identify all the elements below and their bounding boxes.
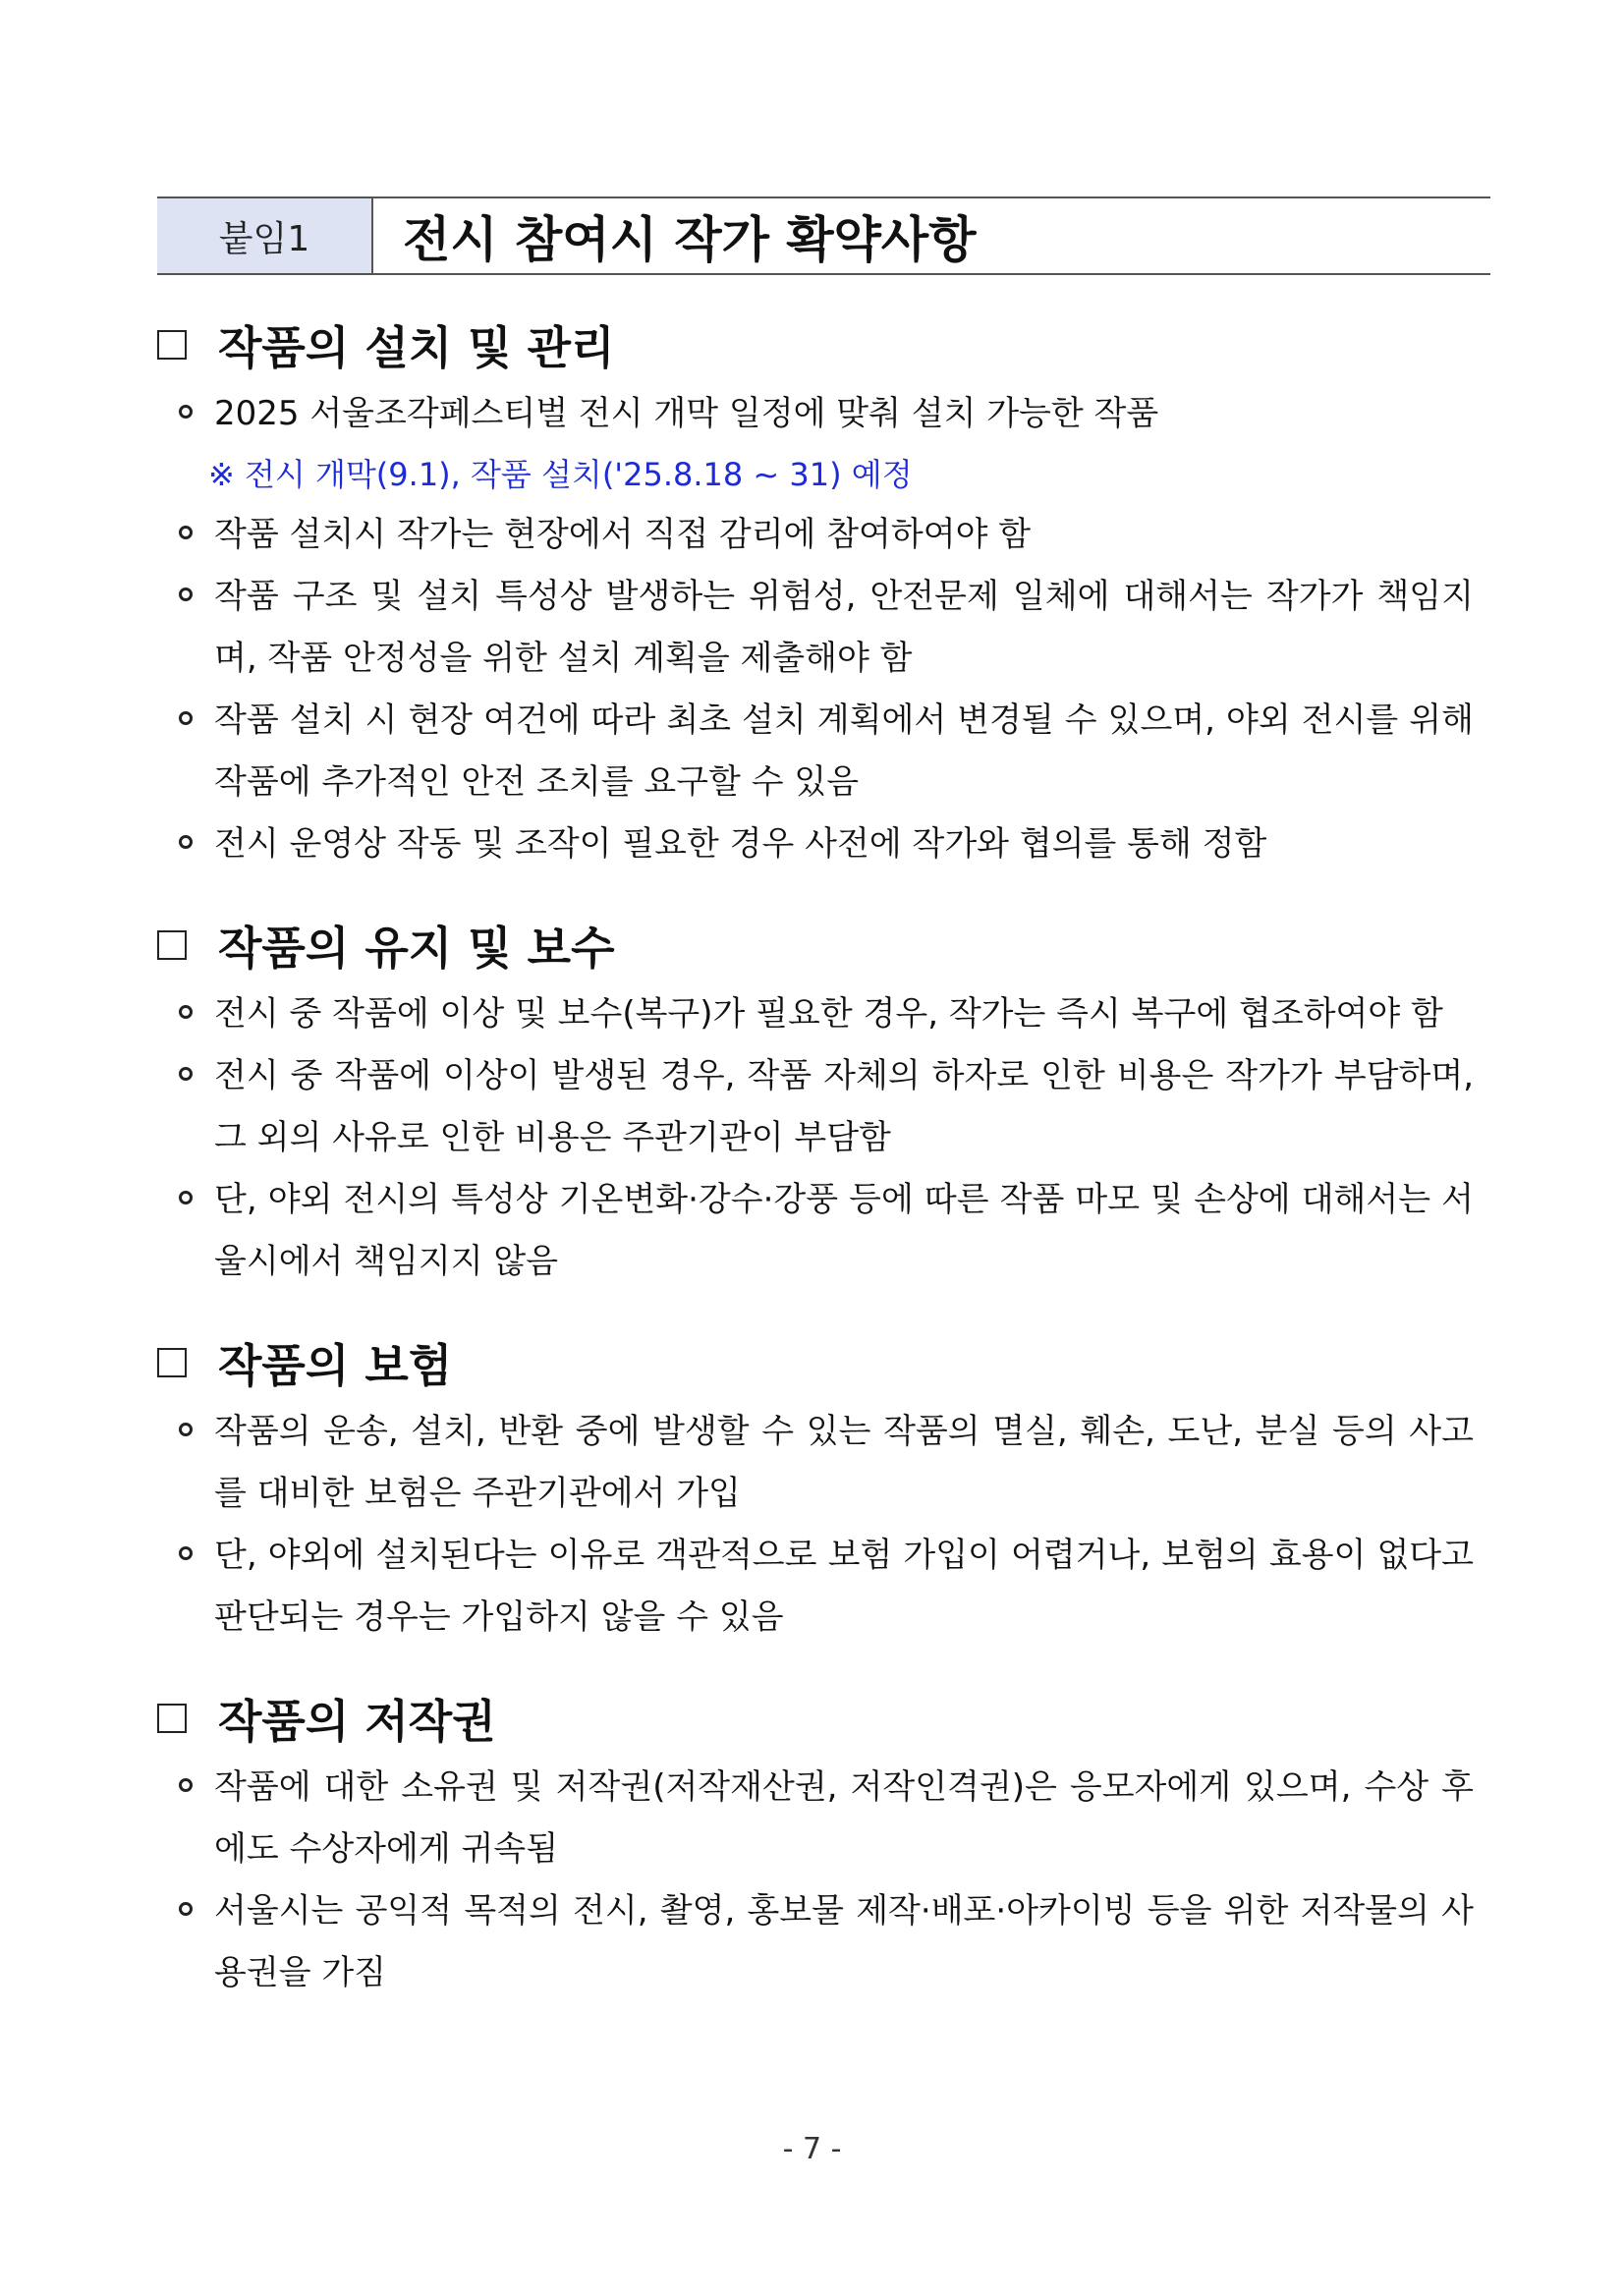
page-title: 전시 참여시 작가 확약사항 <box>403 211 977 268</box>
list-item <box>157 983 1493 1045</box>
circle-bullet-icon <box>179 405 193 419</box>
circle-bullet-icon <box>179 1191 193 1204</box>
title-bar <box>157 196 1490 275</box>
list-item <box>157 1169 1493 1293</box>
list-item-text: 서울시는 공익적 목적의 전시, 촬영, 홍보물 제작·배포·아카이빙 등을 위한 저작물의 사용권을 가짐 <box>214 1891 1474 1992</box>
list-item <box>157 1525 1493 1649</box>
section-title: 작품의 저작권 <box>218 1695 496 1748</box>
list-item-text: 단, 야외 전시의 특성상 기온변화·강수·강풍 등에 따른 작품 마모 및 손상에 대해서는 서울시에서 책임지지 않음 <box>214 1180 1474 1281</box>
section-copyright <box>157 1686 1493 2004</box>
list-item-text: 단, 야외에 설치된다는 이유로 객관적으로 보험 가입이 어렵거나, 보험의 효용이 없다고 판단되는 경우는 가입하지 않을 수 있음 <box>214 1536 1474 1637</box>
list-item-text: 작품 설치시 작가는 현장에서 직접 감리에 참여하여야 함 <box>214 515 1032 554</box>
section-heading <box>157 913 1493 978</box>
list-item-text: 전시 운영상 작동 및 조작이 필요한 경우 사전에 작가와 협의를 통해 정함 <box>214 824 1267 864</box>
circle-bullet-icon <box>179 1778 193 1792</box>
schedule-note: ※ 전시 개막(9.1), 작품 설치('25.8.18 ~ 31) 예정 <box>208 456 913 493</box>
section-title: 작품의 설치 및 관리 <box>218 321 615 374</box>
circle-bullet-icon <box>179 1546 193 1560</box>
list-item <box>157 1401 1493 1525</box>
square-bullet-icon <box>157 330 187 360</box>
circle-bullet-icon <box>179 835 193 849</box>
section-heading <box>157 1686 1493 1751</box>
list-item-text: 작품 구조 및 설치 특성상 발생하는 위험성, 안전문제 일체에 대해서는 작가가 책임지며, 작품 안정성을 위한 설치 계획을 제출해야 함 <box>214 577 1474 678</box>
list-item-text: 전시 중 작품에 이상 및 보수(복구)가 필요한 경우, 작가는 즉시 복구에 협조하여야 함 <box>214 994 1443 1034</box>
circle-bullet-icon <box>179 1005 193 1019</box>
list-item-text: 작품에 대한 소유권 및 저작권(저작재산권, 저작인격권)은 응모자에게 있으며, 수상 후에도 수상자에게 귀속됨 <box>214 1767 1474 1869</box>
circle-bullet-icon <box>179 1423 193 1436</box>
list-item-text: 2025 서울조각페스티벌 전시 개막 일정에 맞춰 설치 가능한 작품 <box>214 394 1159 433</box>
section-maintenance <box>157 913 1493 1293</box>
circle-bullet-icon <box>179 1067 193 1081</box>
document-body <box>157 312 1493 2042</box>
circle-bullet-icon <box>179 711 193 725</box>
section-heading <box>157 1330 1493 1395</box>
list-item <box>157 1757 1493 1880</box>
attachment-tag: 붙임1 <box>157 198 373 273</box>
square-bullet-icon <box>157 930 187 960</box>
list-item <box>157 1880 1493 2004</box>
circle-bullet-icon <box>179 1902 193 1916</box>
square-bullet-icon <box>157 1704 187 1733</box>
page-number: - 7 - <box>782 2132 842 2166</box>
section-title: 작품의 유지 및 보수 <box>218 922 615 975</box>
list-item <box>157 566 1493 690</box>
list-item <box>157 690 1493 813</box>
list-item <box>157 383 1493 445</box>
section-installation <box>157 312 1493 875</box>
list-item <box>157 1045 1493 1169</box>
circle-bullet-icon <box>179 588 193 601</box>
square-bullet-icon <box>157 1348 187 1377</box>
list-item-text: 작품 설치 시 현장 여건에 따라 최초 설치 계획에서 변경될 수 있으며, 야외 전시를 위해 작품에 추가적인 안전 조치를 요구할 수 있음 <box>214 700 1474 802</box>
section-insurance <box>157 1330 1493 1649</box>
list-item-text: 작품의 운송, 설치, 반환 중에 발생할 수 있는 작품의 멸실, 훼손, 도난, 분실 등의 사고를 대비한 보험은 주관기관에서 가입 <box>214 1412 1474 1513</box>
list-item <box>157 813 1493 875</box>
section-title: 작품의 보험 <box>218 1339 453 1392</box>
section-heading <box>157 312 1493 377</box>
circle-bullet-icon <box>179 526 193 539</box>
list-item <box>157 504 1493 566</box>
list-item-text: 전시 중 작품에 이상이 발생된 경우, 작품 자체의 하자로 인한 비용은 작가가 부담하며, 그 외의 사유로 인한 비용은 주관기관이 부담함 <box>214 1056 1474 1157</box>
